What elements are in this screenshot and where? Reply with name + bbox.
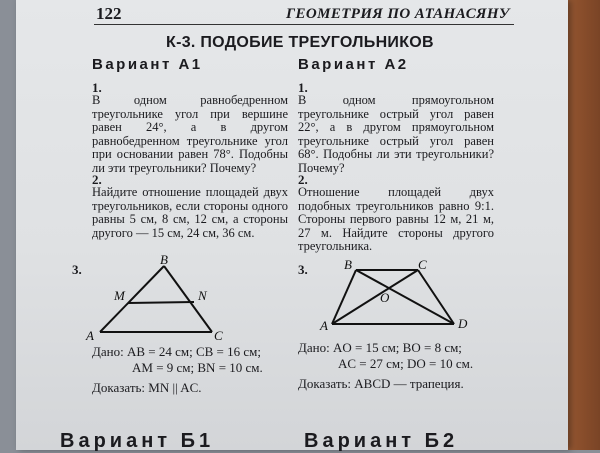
a2-given	[298, 340, 538, 392]
a1-prove: Доказать: MN || AC.	[92, 380, 202, 395]
a1-given	[92, 344, 322, 396]
textbook-page	[16, 0, 568, 450]
a2-task3-number: 3.	[298, 262, 308, 277]
segment-mn	[128, 302, 194, 303]
a1-task1-text: В одном равнобедренном треугольнике угол при вершине равен 24°, а в другом равнобедренном треугольнике угол при основании равен 78°. Подобны ли эти треугольники? Почему?	[92, 93, 288, 175]
a2-given-line2: AC = 27 см; DO = 10 см.	[338, 356, 474, 371]
variant-b2-title: Вариант Б2	[304, 430, 459, 452]
label-c: C	[418, 257, 427, 272]
page-number: 122	[96, 4, 122, 23]
side-cd	[418, 270, 454, 324]
a2-task2-text: Отношение площадей двух подобных треугольников равно 9:1. Стороны первого равны 12 м, 21 м, 27 м. Найдите стороны другого треугольника.	[298, 185, 494, 253]
a2-task1-text: В одном прямоугольном треугольнике острый угол равен 22°, а в другом прямоугольном треугольнике острый угол равен 68°. Подобны ли эти треугольники? Почему?	[298, 93, 494, 175]
a2-trapezoid-figure	[306, 256, 486, 340]
variant-b1-title: Вариант Б1	[60, 430, 215, 452]
header-rule	[94, 24, 514, 25]
label-m: M	[114, 288, 125, 303]
label-d: D	[458, 316, 468, 331]
running-header: ГЕОМЕТРИЯ ПО АТАНАСЯНУ	[286, 6, 510, 22]
label-n: N	[198, 288, 207, 303]
a1-triangle-figure	[76, 250, 256, 342]
label-b: B	[160, 252, 168, 267]
label-o: O	[380, 290, 390, 305]
a2-given-line1: Дано: AO = 15 см; BO = 8 см;	[298, 340, 462, 355]
a1-task2-text: Найдите отношение площадей двух треугольников, если стороны одного равны 5 см, 8 см, 12 см, а стороны другого — 15 см, 24 см, 36 см.	[92, 185, 288, 240]
variant-a2-title: Вариант А2	[298, 56, 409, 73]
a2-task2-number: 2.	[298, 172, 308, 187]
a1-task1-number: 1.	[92, 80, 102, 95]
label-a: A	[86, 328, 94, 342]
label-c: C	[214, 328, 223, 342]
label-b: B	[344, 257, 352, 272]
a1-task2-number: 2.	[92, 172, 102, 187]
a2-prove: Доказать: ABCD — трапеция.	[298, 376, 464, 391]
a1-task3-number: 3.	[72, 262, 82, 277]
side-ab	[100, 266, 164, 332]
a1-given-line2: AM = 9 см; BN = 10 см.	[132, 360, 263, 375]
a1-given-line1: Дано: AB = 24 см; CB = 16 см;	[92, 344, 261, 359]
label-a: A	[320, 318, 328, 333]
test-title: К-3. ПОДОБИЕ ТРЕУГОЛЬНИКОВ	[166, 34, 434, 51]
variant-a1-title: Вариант А1	[92, 56, 203, 73]
a2-task1-number: 1.	[298, 80, 308, 95]
